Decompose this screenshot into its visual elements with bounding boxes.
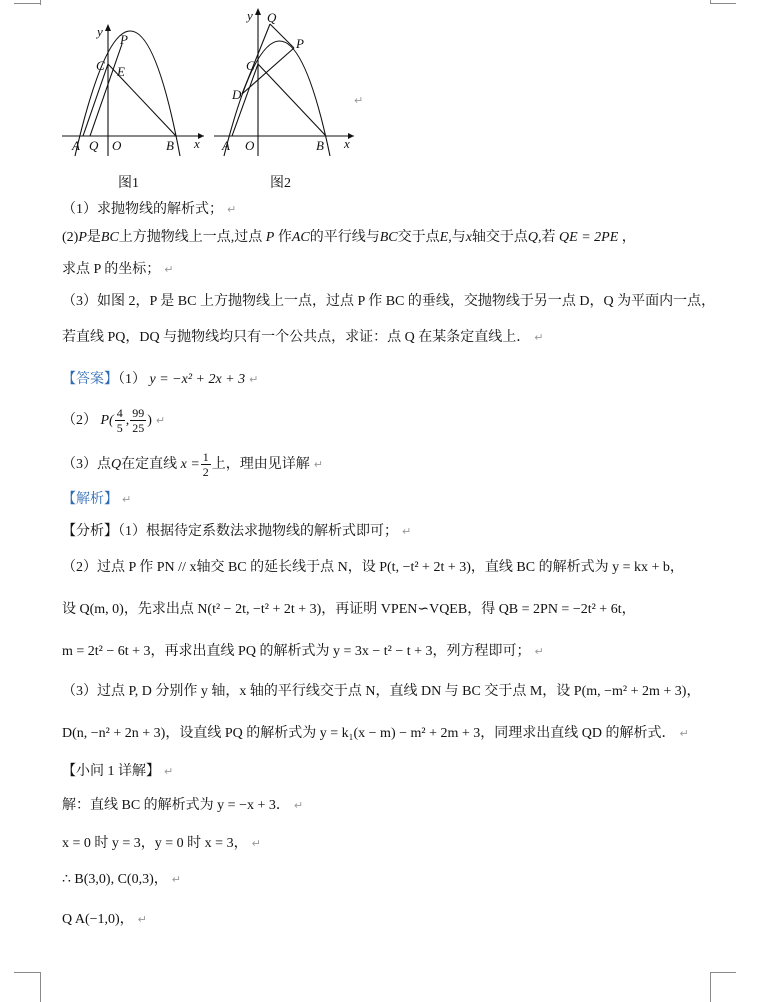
crop-mark-bottom-left-h (14, 972, 40, 973)
crop-mark-top-right-h (710, 3, 736, 4)
fig2-label-y: y (247, 8, 253, 23)
question-1: （1）求抛物线的解析式； ↵ (62, 202, 237, 217)
question-2-line-2: 求点 P 的坐标； ↵ (62, 262, 174, 277)
fig1-label-x: x (194, 136, 200, 151)
fig2-label-D: D (232, 87, 242, 102)
paragraph-mark: ↵ (354, 94, 364, 107)
fig2-label-C: C (246, 58, 255, 73)
crop-mark-bottom-right (710, 972, 711, 1002)
question-3-line-1: （3）如图 2，P 是 BC 上方抛物线上一点，过点 P 作 BC 的垂线，交抛物线于另一点 D，Q 为平面内一点， (62, 294, 716, 309)
crop-mark-top-left-h (14, 3, 40, 4)
analysis-part2-line3: m = 2t² − 6t + 3，再求出直线 PQ 的解析式为 y = 3x − t² − t + 3，列方程即可； ↵ (62, 644, 544, 659)
answer-3: （3）点Q在定直线 x = $\frac{1}{2}$ 上，理由见详解 ↵ (62, 450, 324, 480)
answer-2: （2） P( $\frac{4}{5}$ , $\frac{99}{25}$ ) ↵ (62, 406, 166, 436)
fig1-label-A: A (72, 138, 80, 153)
solution-line-3: ∴ B(3,0), C(0,3)， ↵ (62, 872, 181, 887)
fig1-label-E: E (117, 64, 125, 79)
answer-1: 【答案】（1） y = −x² + 2x + 3 ↵ (62, 372, 259, 387)
fig1-label-O: O (112, 138, 122, 153)
fig2-label-x: x (344, 136, 350, 151)
analysis-part2-line1: （2）过点 P 作 PN // x轴交 BC 的延长线于点 N，设 P(t, −t² + 2t + 3)，直线 BC 的解析式为 y = kx + b， (62, 560, 684, 575)
fig1-label-C: C (96, 58, 105, 73)
segment-QP (90, 44, 122, 136)
analysis-part3-line2: D(n, −n² + 2n + 3)，设直线 PQ 的解析式为 y = k₁(x − m) − m² + 2m + 3，同理求出直线 QD 的解析式． ↵ (62, 726, 689, 741)
analysis-tag: 【解析】 ↵ (62, 492, 132, 507)
segment-AC (83, 64, 108, 136)
figure-1-diagram (60, 6, 210, 176)
fig1-label-y: y (97, 24, 103, 39)
fig1-label-Q: Q (89, 138, 99, 153)
solution-line-1: 解：直线 BC 的解析式为 y = −x + 3． ↵ (62, 798, 304, 813)
figure-1-caption: 图1 (118, 176, 139, 191)
fig1-label-P: P (120, 32, 128, 47)
fig2-label-O: O (245, 138, 255, 153)
segment-PQ (270, 24, 294, 48)
crop-mark-bottom-right-h (710, 972, 736, 973)
solution-line-2: x = 0 时 y = 3，y = 0 时 x = 3， ↵ (62, 836, 261, 851)
question-2-line-1: (2)P是BC上方抛物线上一点,过点 P 作AC的平行线与BC交于点E,与x轴交于点Q,若 QE = 2PE ， (62, 230, 636, 245)
analysis-part3-line1: （3）过点 P, D 分别作 y 轴，x 轴的平行线交于点 N，直线 DN 与 BC 交于点 M，设 P(m, −m² + 2m + 3)， (62, 684, 701, 699)
solution-line-4: Q A(−1,0)， ↵ (62, 912, 147, 927)
fig2-label-B: B (316, 138, 324, 153)
question-3-line-2: 若直线 PQ，DQ 与抛物线均只有一个公共点，求证：点 Q 在某条定直线上． ↵ (62, 330, 544, 345)
answer-tag: 【答案】 (62, 372, 118, 387)
fig2-label-Q: Q (267, 10, 277, 25)
analysis-part2-line2: 设 Q(m, 0)，先求出点 N(t² − 2t, −t² + 2t + 3)，再证明 VPEN∽VQEB，得 QB = 2PN = −2t² + 6t， (62, 602, 636, 617)
crop-mark-top-left (40, 0, 41, 5)
fig2-label-P: P (296, 36, 304, 51)
figure-2-diagram (212, 6, 362, 176)
subquestion-1-heading: 【小问 1 详解】 ↵ (62, 764, 174, 779)
fig1-label-B: B (166, 138, 174, 153)
fig2-label-A: A (222, 138, 230, 153)
analysis-fenxi: 【分析】（1）根据待定系数法求抛物线的解析式即可； ↵ (62, 524, 412, 539)
figure-2-caption: 图2 (270, 176, 291, 191)
crop-mark-bottom-left (40, 972, 41, 1002)
